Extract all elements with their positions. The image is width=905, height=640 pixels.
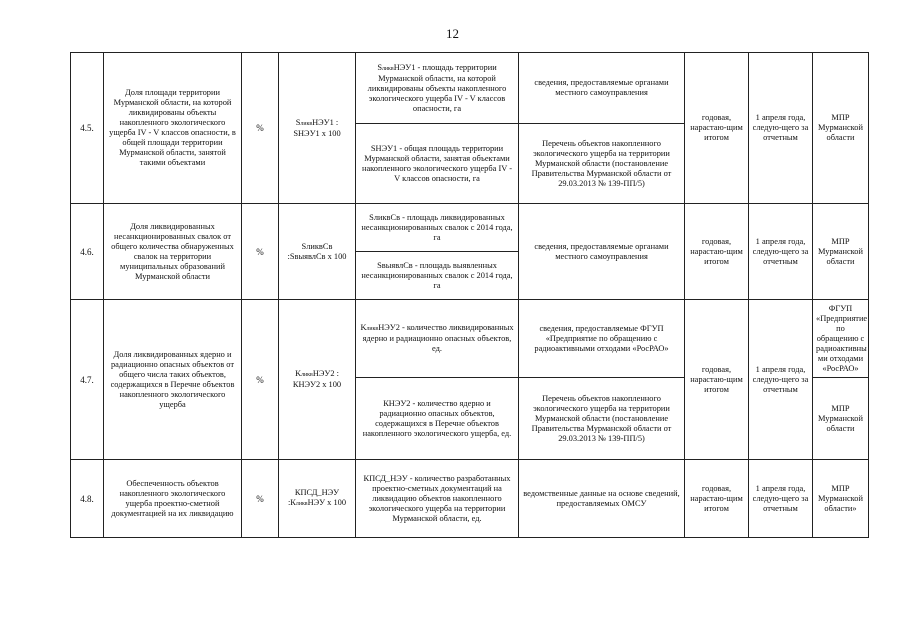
formula: SликвСв :SвыявлСв х 100 — [279, 204, 356, 300]
table-row — [71, 204, 869, 252]
responsible: ФГУП «Предприятие по обращению с радиоактивны ми отходами «РосРАО» — [813, 300, 869, 378]
indicator-name: Доля ликвидированных несанкционированных свалок от общего количества обнаруженных свалок на территории муниципальных образований Мурманской области — [104, 204, 242, 300]
data-source: сведения, предоставляемые органами местного самоуправления — [519, 53, 685, 124]
periodicity: годовая, нарастаю-щим итогом — [685, 53, 749, 204]
table-row — [71, 300, 869, 378]
responsible: МПР Мурманской области» — [813, 460, 869, 538]
deadline: 1 апреля года, следую-щего за отчетным — [749, 300, 813, 460]
data-source: Перечень объектов накопленного экологического ущерба на территории Мурманской области (постановление Правительства Мурманской области от 29.03.2013 № 139-ПП/5) — [519, 124, 685, 204]
unit: % — [242, 300, 279, 460]
variable-definition: SвыявлСв - площадь выявленных несанкционированных свалок с 2014 года, га — [356, 252, 519, 300]
data-source: Перечень объектов накопленного экологического ущерба на территории Мурманской области (постановление Правительства Мурманской области от 29.03.2013 № 139-ПП/5) — [519, 378, 685, 460]
data-source: сведения, предоставляемые ФГУП «Предприятие по обращению с радиоактивными отходами «РосРАО» — [519, 300, 685, 378]
indicator-name: Доля площади территории Мурманской области, на которой ликвидированы объекты накопленного экологического ущерба IV - V классов опасности, в общей площади территории Мурманской области, занятой такими объектами — [104, 53, 242, 204]
unit: % — [242, 460, 279, 538]
formula: KликвНЭУ2 : КНЭУ2 х 100 — [279, 300, 356, 460]
responsible: МПР Мурманской области — [813, 378, 869, 460]
row-number: 4.8. — [71, 460, 104, 538]
data-source: сведения, предоставляемые органами местного самоуправления — [519, 204, 685, 300]
periodicity: годовая, нарастаю-щим итогом — [685, 204, 749, 300]
row-number: 4.6. — [71, 204, 104, 300]
deadline: 1 апреля года, следую-щего за отчетным — [749, 460, 813, 538]
table-row — [71, 53, 869, 124]
deadline: 1 апреля года, следую-щего за отчетным — [749, 204, 813, 300]
variable-definition: SликвСв - площадь ликвидированных несанкционированных свалок с 2014 года, га — [356, 204, 519, 252]
periodicity: годовая, нарастаю-щим итогом — [685, 460, 749, 538]
indicator-name: Доля ликвидированных ядерно и радиационно опасных объектов от общего числа таких объектов, содержащихся в Перечне объектов накопленного экологического ущерба — [104, 300, 242, 460]
formula: КПСД_НЭУ :КликвНЭУ х 100 — [279, 460, 356, 538]
variable-definition: SНЭУ1 - общая площадь территории Мурманской области, занятая объектами накопленного экологического ущерба IV - V классов опасности, га — [356, 124, 519, 204]
variable-definition: КНЭУ2 - количество ядерно и радиационно опасных объектов, содержащихся в Перечне объектов накопленного экологического ущерба, ед. — [356, 378, 519, 460]
unit: % — [242, 204, 279, 300]
variable-definition: SликвНЭУ1 - площадь территории Мурманской области, на которой ликвидированы объекты накопленного экологического ущерба IV - V классов опасности, га — [356, 53, 519, 124]
deadline: 1 апреля года, следую-щего за отчетным — [749, 53, 813, 204]
formula: SликвНЭУ1 : SНЭУ1 х 100 — [279, 53, 356, 204]
row-number: 4.7. — [71, 300, 104, 460]
indicator-name: Обеспеченность объектов накопленного экологического ущерба проектно-сметной документацией на их ликвидацию — [104, 460, 242, 538]
variable-definition: KликвНЭУ2 - количество ликвидированных ядерно и радиационно опасных объектов, ед. — [356, 300, 519, 378]
row-number: 4.5. — [71, 53, 104, 204]
responsible: МПР Мурманской области — [813, 204, 869, 300]
table-row — [71, 460, 869, 538]
periodicity: годовая, нарастаю-щим итогом — [685, 300, 749, 460]
page-number: 12 — [446, 26, 459, 41]
variable-definition: КПСД_НЭУ - количество разработанных проектно-сметных документаций на ликвидацию объектов накопленного экологического ущерба на территории Мурманской области, ед. — [356, 460, 519, 538]
indicators-table — [70, 52, 869, 538]
data-source: ведомственные данные на основе сведений, предоставляемых ОМСУ — [519, 460, 685, 538]
unit: % — [242, 53, 279, 204]
responsible: МПР Мурманской области — [813, 53, 869, 204]
